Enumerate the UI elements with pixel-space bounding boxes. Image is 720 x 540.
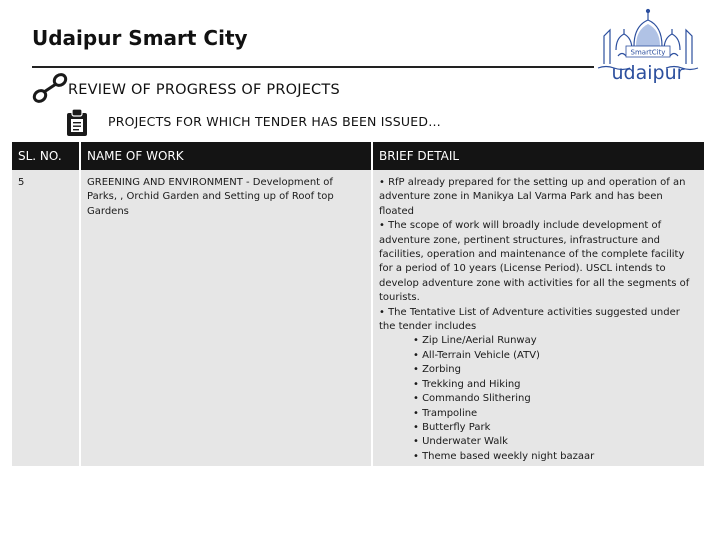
header-sl-no: SL. NO. xyxy=(12,142,80,170)
detail-activities-intro: • The Tentative List of Adventure activities suggested under the tender includes xyxy=(379,306,680,333)
detail-scope: • The scope of work will broadly include development of adventure zone, pertinent structures, infrastructure and facilities, operation and maintenance of the complete facility for a period of 10 years (License Period). USCL intends to develop adventure zone with activities for all the segments of tourists. xyxy=(379,220,690,304)
detail-rfp: • RfP already prepared for the setting up and operation of an adventure zone in Manikya Lal Varma Park and has been floated xyxy=(379,177,686,217)
table-header-row xyxy=(12,142,704,170)
glasses-icon xyxy=(30,68,70,108)
title-rule xyxy=(32,66,594,68)
activity-item: • Commando Slithering xyxy=(413,393,531,405)
section-title: REVIEW OF PROGRESS OF PROJECTS xyxy=(68,82,340,98)
projects-table xyxy=(12,142,704,466)
activity-item: • Butterfly Park xyxy=(413,421,491,433)
header-brief-detail: BRIEF DETAIL xyxy=(372,142,704,170)
logo-smartcity-text: SmartCity xyxy=(630,48,666,57)
activity-item: • All-Terrain Vehicle (ATV) xyxy=(413,349,540,361)
cell-sl-no: 5 xyxy=(12,170,80,466)
activity-item: • Trampoline xyxy=(413,407,478,419)
activity-item: • Trekking and Hiking xyxy=(413,378,521,390)
org-title: Udaipur Smart City xyxy=(32,26,248,50)
clipboard-icon xyxy=(64,108,92,138)
activity-item: • Theme based weekly night bazaar xyxy=(413,450,595,462)
activity-item: • Underwater Walk xyxy=(413,436,508,448)
activity-item: • Zip Line/Aerial Runway xyxy=(413,335,537,347)
cell-brief-detail xyxy=(372,170,704,466)
udaipur-smart-city-logo xyxy=(596,6,700,86)
sub-title: PROJECTS FOR WHICH TENDER HAS BEEN ISSUED… xyxy=(108,114,441,129)
header-name-of-work: NAME OF WORK xyxy=(80,142,372,170)
activity-item: • Zorbing xyxy=(413,364,461,376)
table-row xyxy=(12,170,704,466)
cell-name-of-work: GREENING AND ENVIRONMENT - Development of Parks, , Orchid Garden and Setting up of Roof top Gardens xyxy=(80,170,372,466)
logo-udaipur-text: udaipur xyxy=(611,62,685,84)
